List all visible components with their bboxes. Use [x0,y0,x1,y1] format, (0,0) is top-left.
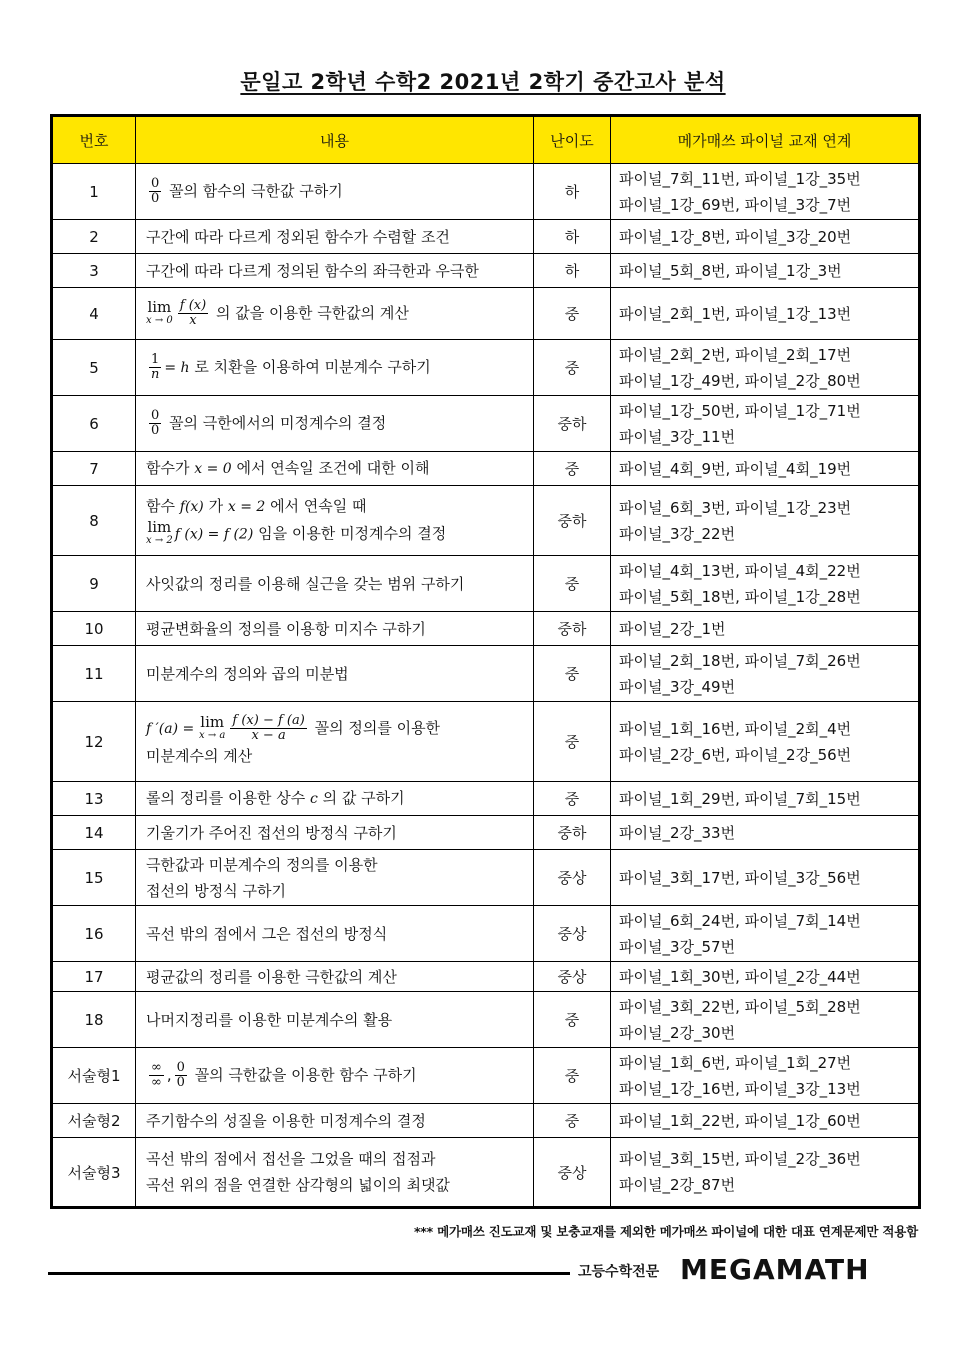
row-content: 함수가 x = 0 에서 연속일 조건에 대한 이해 [136,452,534,486]
brand-logo: MEGAMATH [680,1253,870,1286]
row-num: 15 [52,850,136,906]
row-refs: 파이널_6회_24번, 파이널_7회_14번 파이널_3강_57번 [611,906,920,962]
row-level: 중하 [534,612,611,646]
table-row [52,220,920,254]
zero-over-zero-formula: $\frac{0}{0}$ [176,1060,185,1090]
row-num: 12 [52,702,136,782]
row-refs: 파이널_1회_6번, 파이널_1회_27번 파이널_1강_16번, 파이널_3강_13번 [611,1048,920,1104]
row-level: 하 [534,220,611,254]
table-row [52,254,920,288]
row-level: 중 [534,556,611,612]
row-content: lim x → 0 $\frac{f (x)}{x}$ 의 값을 이용한 극한값의 계산 [136,288,534,340]
infinity-over-infinity-formula: $\frac{\infty}{\infty}$ [151,1060,162,1090]
row-level: 중상 [534,1138,611,1208]
row-level: 중 [534,1104,611,1138]
header-row [52,116,920,164]
header-level: 난이도 [534,116,611,164]
brand-tagline: 고등수학전문 [578,1264,660,1280]
row-num: 1 [52,164,136,220]
row-content: 함수 f(x) 가 x = 2 에서 연속일 때 lim x → 2 f (x) = f (2) 임을 이용한 미정계수의 결정 [136,486,534,556]
row-refs: 파이널_1회_22번, 파이널_1강_60번 [611,1104,920,1138]
row-content: 주기함수의 성질을 이용한 미정계수의 결정 [136,1104,534,1138]
row-level: 중 [534,782,611,816]
row-content: $\frac{0}{0}$ 꼴의 극한에서의 미정계수의 결정 [136,396,534,452]
table-row [52,396,920,452]
row-num: 13 [52,782,136,816]
row-refs: 파이널_2강_1번 [611,612,920,646]
row-num: 18 [52,992,136,1048]
row-num: 서술형2 [52,1104,136,1138]
row-content: 기울기가 주어진 접선의 방정식 구하기 [136,816,534,850]
row-level: 중 [534,992,611,1048]
table-row [52,612,920,646]
row-refs: 파이널_6회_3번, 파이널_1강_23번 파이널_3강_22번 [611,486,920,556]
row-num: 14 [52,816,136,850]
table-row [52,646,920,702]
table-row [52,288,920,340]
table-row [52,992,920,1048]
row-level: 중상 [534,962,611,992]
header-refs: 메가매쓰 파이널 교재 연계 [611,116,920,164]
table-row [52,962,920,992]
zero-over-zero-formula: $\frac{0}{0}$ [151,176,160,206]
row-content: $\frac{1}{n}$ = h 로 치환을 이용하여 미분계수 구하기 [136,340,534,396]
table-row [52,906,920,962]
limit-formula: lim x → 2 [146,518,173,546]
math-expression: x = 0 [194,461,232,477]
row-refs: 파이널_3회_17번, 파이널_3강_56번 [611,850,920,906]
row-refs: 파이널_2회_2번, 파이널_2회_17번 파이널_1강_49번, 파이널_2강_80번 [611,340,920,396]
table-row [52,164,920,220]
row-refs: 파이널_1회_29번, 파이널_7회_15번 [611,782,920,816]
table-row [52,850,920,906]
row-level: 중 [534,1048,611,1104]
row-refs: 파이널_2회_18번, 파이널_7회_26번 파이널_3강_49번 [611,646,920,702]
row-refs: 파이널_4회_9번, 파이널_4회_19번 [611,452,920,486]
row-refs: 파이널_1강_8번, 파이널_3강_20번 [611,220,920,254]
table-row [52,1048,920,1104]
row-level: 중상 [534,850,611,906]
row-num: 16 [52,906,136,962]
limit-formula: lim x → 0 [146,297,173,326]
row-level: 중상 [534,906,611,962]
row-level: 하 [534,164,611,220]
limit-formula: lim x → a [199,712,226,741]
row-content: 구간에 따라 다르게 정의된 함수의 좌극한과 우극한 [136,254,534,288]
row-content: 사잇값의 정리를 이용해 실근을 갖는 범위 구하기 [136,556,534,612]
row-refs: 파이널_1강_50번, 파이널_1강_71번 파이널_3강_11번 [611,396,920,452]
header-content: 내용 [136,116,534,164]
row-num: 9 [52,556,136,612]
table-row [52,816,920,850]
row-refs: 파이널_4회_13번, 파이널_4회_22번 파이널_5회_18번, 파이널_1강_28번 [611,556,920,612]
table-row [52,1138,920,1208]
row-num: 17 [52,962,136,992]
row-num: 8 [52,486,136,556]
row-level: 중 [534,288,611,340]
row-num: 11 [52,646,136,702]
fx-over-x-formula: $\frac{f (x)}{x}$ [179,298,207,328]
table-row [52,1104,920,1138]
row-refs: 파이널_3회_22번, 파이널_5회_28번 파이널_2강_30번 [611,992,920,1048]
row-num: 서술형1 [52,1048,136,1104]
row-refs: 파이널_1회_16번, 파이널_2회_4번 파이널_2강_6번, 파이널_2강_56번 [611,702,920,782]
row-content: 나머지정리를 이용한 미분계수의 활용 [136,992,534,1048]
zero-over-zero-formula: $\frac{0}{0}$ [151,408,160,438]
row-num: 4 [52,288,136,340]
row-content: 롤의 정리를 이용한 상수 c 의 값 구하기 [136,782,534,816]
row-content: $\frac{0}{0}$ 꼴의 함수의 극한값 구하기 [136,164,534,220]
row-level: 중 [534,646,611,702]
row-num: 7 [52,452,136,486]
row-refs: 파이널_7회_11번, 파이널_1강_35번 파이널_1강_69번, 파이널_3강_7번 [611,164,920,220]
row-num: 서술형3 [52,1138,136,1208]
row-level: 하 [534,254,611,288]
row-num: 2 [52,220,136,254]
row-refs: 파이널_2강_33번 [611,816,920,850]
table-row [52,782,920,816]
row-content: 미분계수의 정의와 곱의 미분법 [136,646,534,702]
row-content: f ′(a) = lim x → a $\frac{f (x) - f (a)}{x - a}$ 꼴의 정의를 이용한 미분계수의 계산 [136,702,534,782]
row-refs: 파이널_1회_30번, 파이널_2강_44번 [611,962,920,992]
derivative-quotient-formula: $\frac{f (x) - f (a)}{x - a}$ [232,713,305,743]
analysis-table [50,114,921,1209]
row-content: 곡선 밖의 점에서 접선을 그었을 때의 접점과 곡선 위의 점을 연결한 삼각형의 넓이의 최댓값 [136,1138,534,1208]
page-title: 문일고 2학년 수학2 2021년 2학기 중간고사 분석 [240,70,726,94]
row-level: 중하 [534,816,611,850]
row-content: 곡선 밖의 점에서 그은 접선의 방정식 [136,906,534,962]
row-content: 구간에 따라 다르게 정외된 함수가 수렴할 조건 [136,220,534,254]
row-num: 3 [52,254,136,288]
one-over-n-formula: $\frac{1}{n}$ [151,352,160,382]
row-content: $\frac{\infty}{\infty}$ , $\frac{0}{0}$ 꼴의 극한값을 이용한 함수 구하기 [136,1048,534,1104]
row-level: 중 [534,452,611,486]
table-row [52,340,920,396]
footer-divider [48,1272,570,1275]
table-row [52,556,920,612]
row-level: 중 [534,340,611,396]
row-refs: 파이널_5회_8번, 파이널_1강_3번 [611,254,920,288]
row-level: 중 [534,702,611,782]
table-row [52,486,920,556]
row-refs: 파이널_2회_1번, 파이널_1강_13번 [611,288,920,340]
row-num: 10 [52,612,136,646]
table-row [52,452,920,486]
row-level: 중하 [534,396,611,452]
row-level: 중하 [534,486,611,556]
row-num: 6 [52,396,136,452]
row-content: 평균값의 정리를 이용한 극한값의 계산 [136,962,534,992]
row-content: 평균변화율의 정의를 이용항 미지수 구하기 [136,612,534,646]
table-row [52,702,920,782]
row-num: 5 [52,340,136,396]
footnote: *** 메가매쓰 진도교재 및 보충교재를 제외한 메가매쓰 파이널에 대한 대표 연계문제만 적용함 [413,1224,918,1239]
row-refs: 파이널_3회_15번, 파이널_2강_36번 파이널_2강_87번 [611,1138,920,1208]
row-content: 극한값과 미분계수의 정의를 이용한 접선의 방정식 구하기 [136,850,534,906]
header-num: 번호 [52,116,136,164]
